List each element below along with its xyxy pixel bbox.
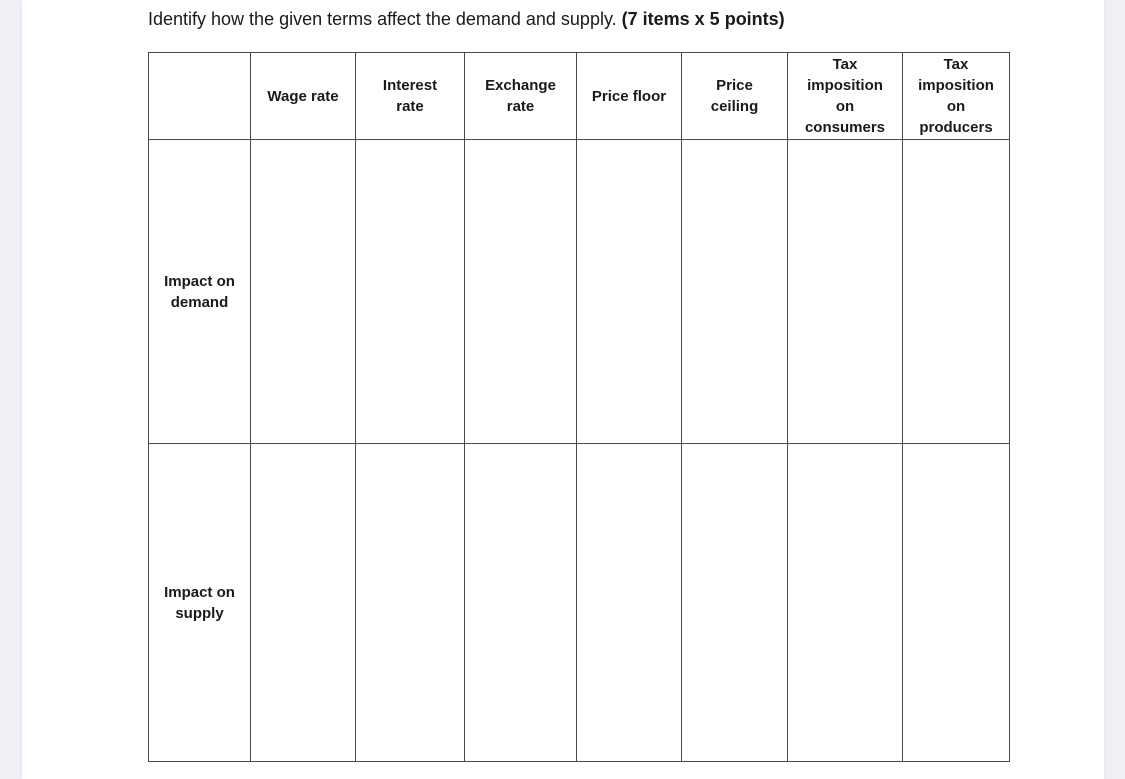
header-row — [149, 53, 1010, 140]
column-header-line: rate — [506, 98, 535, 115]
corner-cell — [149, 53, 251, 140]
column-header-line: rate — [396, 98, 424, 115]
worksheet-page — [22, 0, 1104, 779]
row-label — [149, 444, 251, 762]
row-label-line: demand — [170, 293, 229, 311]
column-header — [356, 53, 465, 140]
column-header-line: imposition — [807, 77, 883, 94]
column-header-line: Price — [716, 77, 753, 94]
answer-cell[interactable] — [577, 140, 682, 444]
instruction-text — [148, 9, 785, 30]
column-header — [577, 53, 682, 140]
column-header-line: Exchange — [485, 77, 556, 94]
answer-cell[interactable] — [788, 140, 903, 444]
column-header — [251, 53, 356, 140]
answer-cell[interactable] — [251, 140, 356, 444]
answer-cell[interactable] — [465, 140, 577, 444]
column-header-line: Tax — [832, 56, 858, 73]
column-header-line: ceiling — [710, 98, 759, 115]
column-header — [903, 53, 1010, 140]
instruction-points: (7 items x 5 points) — [621, 9, 785, 29]
answer-cell[interactable] — [788, 444, 903, 762]
row-label-line: Impact on — [164, 583, 235, 601]
answer-cell[interactable] — [682, 140, 788, 444]
answer-cell[interactable] — [903, 140, 1010, 444]
column-header-line: Wage rate — [267, 87, 339, 105]
row-label — [149, 140, 251, 444]
answer-cell[interactable] — [903, 444, 1010, 762]
column-header — [682, 53, 788, 140]
table-row — [149, 444, 1010, 762]
answer-cell[interactable] — [356, 140, 465, 444]
column-header-line: producers — [919, 119, 993, 136]
column-header — [788, 53, 903, 140]
column-header — [465, 53, 577, 140]
table-row — [149, 140, 1010, 444]
column-header-line: imposition — [918, 77, 994, 94]
column-header-line: Interest — [382, 77, 438, 94]
column-header-line: consumers — [804, 119, 886, 136]
row-label-line: Impact on — [164, 272, 235, 290]
column-header-line: Price floor — [591, 87, 667, 105]
column-header-line: on — [835, 98, 855, 115]
answer-cell[interactable] — [577, 444, 682, 762]
answer-cell[interactable] — [465, 444, 577, 762]
row-label-line: supply — [175, 604, 224, 622]
column-header-line: on — [946, 98, 966, 115]
answer-cell[interactable] — [682, 444, 788, 762]
column-header-line: Tax — [943, 56, 969, 73]
instruction-main: Identify how the given terms affect the demand and supply. — [148, 9, 617, 29]
answer-table — [148, 52, 1010, 762]
answer-cell[interactable] — [251, 444, 356, 762]
answer-cell[interactable] — [356, 444, 465, 762]
